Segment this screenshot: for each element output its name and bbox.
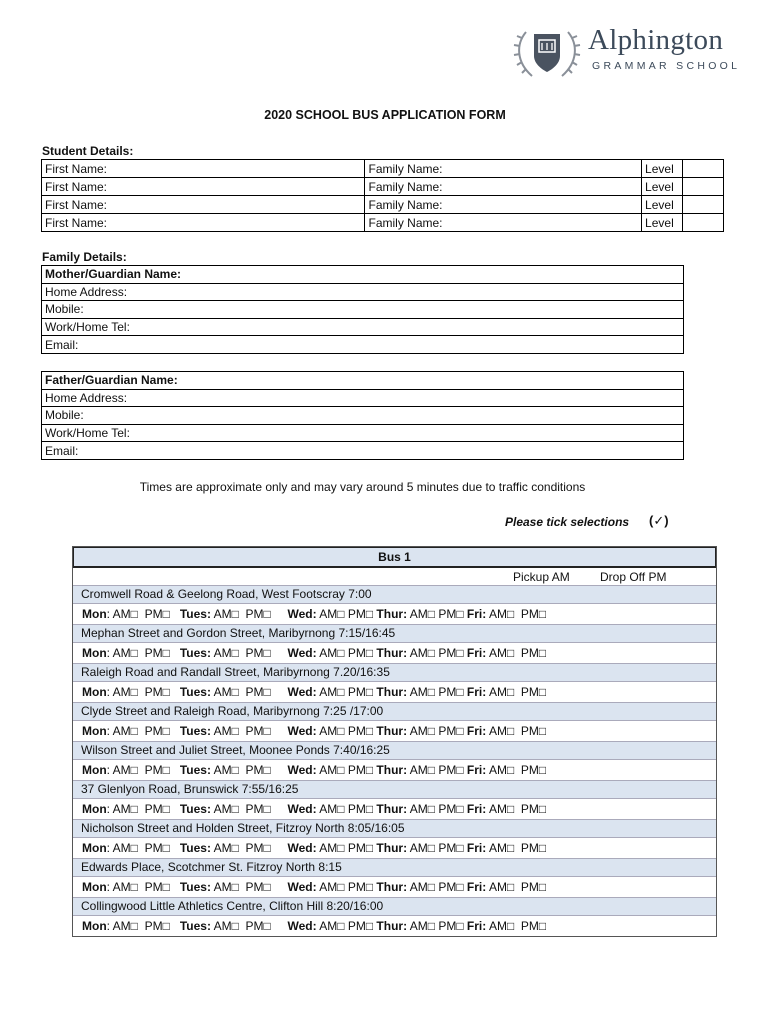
- bus-stop-day-checkboxes[interactable]: Mon: AM□ PM□ Tues: AM□ PM□ Wed: AM□ PM□ Thur: AM□ PM□ Fri: AM□ PM□: [73, 681, 716, 702]
- level-label: Level: [642, 196, 683, 214]
- mother-field[interactable]: Mother/Guardian Name:: [42, 266, 684, 284]
- bus-stop-day-checkboxes[interactable]: Mon: AM□ PM□ Tues: AM□ PM□ Wed: AM□ PM□ Thur: AM□ PM□ Fri: AM□ PM□: [73, 603, 716, 624]
- father-row: [42, 424, 684, 442]
- first-name-field[interactable]: First Name:: [42, 160, 365, 178]
- student-row: [42, 214, 724, 232]
- bus-stop-name: Cromwell Road & Geelong Road, West Footscray 7:00: [73, 585, 716, 603]
- mother-field[interactable]: Work/Home Tel:: [42, 318, 684, 336]
- mother-field[interactable]: Home Address:: [42, 283, 684, 301]
- school-subtitle: GRAMMAR SCHOOL: [592, 60, 741, 72]
- bus-stop-name: Collingwood Little Athletics Centre, Clifton Hill 8:20/16:00: [73, 897, 716, 915]
- level-label: Level: [642, 160, 683, 178]
- student-details-heading: Student Details:: [42, 144, 134, 158]
- bus-stop-day-checkboxes[interactable]: Mon: AM□ PM□ Tues: AM□ PM□ Wed: AM□ PM□ Thur: AM□ PM□ Fri: AM□ PM□: [73, 837, 716, 858]
- mother-row: [42, 301, 684, 319]
- level-label: Level: [642, 214, 683, 232]
- bus-stop-name: Mephan Street and Gordon Street, Maribyrnong 7:15/16:45: [73, 624, 716, 642]
- pickup-am-header: Pickup AM: [513, 570, 570, 584]
- bus-stop-name: 37 Glenlyon Road, Brunswick 7:55/16:25: [73, 780, 716, 798]
- shield-crest-icon: [512, 22, 582, 82]
- father-row: [42, 372, 684, 390]
- bus-schedule-table: [72, 546, 717, 937]
- student-row: [42, 160, 724, 178]
- bus-stop-name: Wilson Street and Juliet Street, Moonee Ponds 7:40/16:25: [73, 741, 716, 759]
- father-row: [42, 442, 684, 460]
- bus-stop-name: Raleigh Road and Randall Street, Maribyrnong 7.20/16:35: [73, 663, 716, 681]
- timing-note: Times are approximate only and may vary around 5 minutes due to traffic conditions: [139, 480, 586, 494]
- father-field[interactable]: Father/Guardian Name:: [42, 372, 684, 390]
- tick-mark: (✓): [649, 513, 669, 528]
- bus-stop-day-checkboxes[interactable]: Mon: AM□ PM□ Tues: AM□ PM□ Wed: AM□ PM□ Thur: AM□ PM□ Fri: AM□ PM□: [73, 720, 716, 741]
- level-field[interactable]: [683, 196, 724, 214]
- father-field[interactable]: Home Address:: [42, 389, 684, 407]
- level-label: Level: [642, 178, 683, 196]
- first-name-field[interactable]: First Name:: [42, 178, 365, 196]
- mother-row: [42, 318, 684, 336]
- student-row: [42, 196, 724, 214]
- father-field[interactable]: Mobile:: [42, 407, 684, 425]
- student-row: [42, 178, 724, 196]
- bus-stop-name: Nicholson Street and Holden Street, Fitzroy North 8:05/16:05: [73, 819, 716, 837]
- father-row: [42, 389, 684, 407]
- mother-field[interactable]: Mobile:: [42, 301, 684, 319]
- first-name-field[interactable]: First Name:: [42, 214, 365, 232]
- bus-stop-day-checkboxes[interactable]: Mon: AM□ PM□ Tues: AM□ PM□ Wed: AM□ PM□ Thur: AM□ PM□ Fri: AM□ PM□: [73, 798, 716, 819]
- mother-row: [42, 266, 684, 284]
- family-name-field[interactable]: Family Name:: [365, 178, 642, 196]
- bus-stop-name: Clyde Street and Raleigh Road, Maribyrnong 7:25 /17:00: [73, 702, 716, 720]
- level-field[interactable]: [683, 214, 724, 232]
- family-name-field[interactable]: Family Name:: [365, 196, 642, 214]
- mother-row: [42, 336, 684, 354]
- student-details-table: [41, 159, 724, 232]
- tick-prompt: Please tick selections: [505, 515, 630, 529]
- school-logo: [512, 22, 752, 82]
- bus-title: Bus 1: [73, 547, 716, 568]
- father-details-table: [41, 371, 684, 460]
- page-title: 2020 SCHOOL BUS APPLICATION FORM: [264, 108, 506, 122]
- bus-stop-day-checkboxes[interactable]: Mon: AM□ PM□ Tues: AM□ PM□ Wed: AM□ PM□ Thur: AM□ PM□ Fri: AM□ PM□: [73, 915, 716, 936]
- column-headers: [73, 568, 716, 585]
- father-row: [42, 407, 684, 425]
- family-name-field[interactable]: Family Name:: [365, 160, 642, 178]
- mother-details-table: [41, 265, 684, 354]
- dropoff-pm-header: Drop Off PM: [600, 570, 667, 584]
- bus-stop-name: Edwards Place, Scotchmer St. Fitzroy North 8:15: [73, 858, 716, 876]
- school-name: Alphington: [588, 24, 724, 56]
- level-field[interactable]: [683, 178, 724, 196]
- father-field[interactable]: Email:: [42, 442, 684, 460]
- mother-field[interactable]: Email:: [42, 336, 684, 354]
- bus-stop-day-checkboxes[interactable]: Mon: AM□ PM□ Tues: AM□ PM□ Wed: AM□ PM□ Thur: AM□ PM□ Fri: AM□ PM□: [73, 876, 716, 897]
- father-field[interactable]: Work/Home Tel:: [42, 424, 684, 442]
- bus-stop-day-checkboxes[interactable]: Mon: AM□ PM□ Tues: AM□ PM□ Wed: AM□ PM□ Thur: AM□ PM□ Fri: AM□ PM□: [73, 642, 716, 663]
- family-name-field[interactable]: Family Name:: [365, 214, 642, 232]
- family-details-heading: Family Details:: [42, 250, 127, 264]
- bus-stop-day-checkboxes[interactable]: Mon: AM□ PM□ Tues: AM□ PM□ Wed: AM□ PM□ Thur: AM□ PM□ Fri: AM□ PM□: [73, 759, 716, 780]
- level-field[interactable]: [683, 160, 724, 178]
- first-name-field[interactable]: First Name:: [42, 196, 365, 214]
- mother-row: [42, 283, 684, 301]
